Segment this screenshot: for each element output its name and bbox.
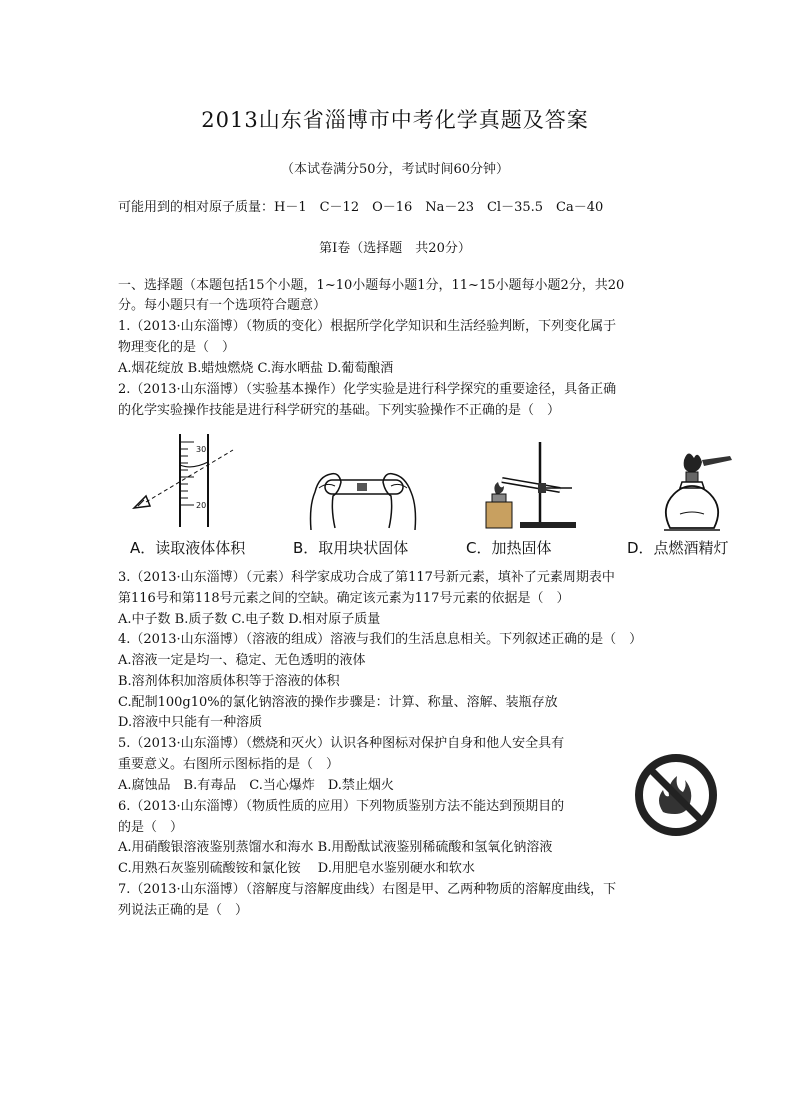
options-1: A.烟花绽放 B.蜡烛燃烧 C.海水晒盐 D.葡萄酿酒: [118, 361, 394, 376]
section-heading: 第Ⅰ卷（选择题 共20分）: [319, 241, 471, 256]
options-3: A.中子数 B.质子数 C.电子数 D.相对原子质量: [118, 612, 381, 627]
hands-test-tube-figure: [305, 466, 420, 534]
text-line: 分。每小题只有一个选项符合题意）: [118, 298, 327, 313]
option-line: C.用熟石灰鉴别硫酸铵和氯化铵 D.用肥皂水鉴别硬水和软水: [118, 861, 475, 876]
exam-info: （本试卷满分50分，考试时间60分钟）: [280, 162, 510, 177]
question-3: 3.（2013·山东淄博）（元素）科学家成功合成了第117号新元素，填补了元素周期表中: [118, 570, 615, 585]
caption-d: D．点燃酒精灯: [627, 539, 729, 557]
options-5: A.腐蚀品 B.有毒品 C.当心爆炸 D.禁止烟火: [118, 778, 394, 793]
tick-label: 30: [196, 445, 207, 454]
option-line: A.用硝酸银溶液鉴别蒸馏水和海水 B.用酚酞试液鉴别稀硫酸和氢氧化钠溶液: [118, 840, 553, 855]
atomic-mass-line: 可能用到的相对原子质量：H－1 C－12 O－16 Na－23 Cl－35.5 Ca－40: [118, 200, 604, 215]
caption-b: B．取用块状固体: [293, 539, 409, 557]
option-line: D.溶液中只能有一种溶质: [118, 715, 263, 730]
question-4: 4.（2013·山东淄博）（溶液的组成）溶液与我们的生活息息相关。下列叙述正确的是（ ）: [118, 632, 643, 647]
option-line: C.配制100g10%的氯化钠溶液的操作步骤是：计算、称量、溶解、装瓶存放: [118, 695, 558, 710]
alcohol-lamp-figure: [660, 448, 735, 534]
text-line: 的化学实验操作技能是进行科学研究的基础。下列实验操作不正确的是（ ）: [118, 403, 561, 418]
text-line: 物理变化的是（ ）: [118, 340, 236, 355]
text-line: 一、选择题（本题包括15个小题，1~10小题每小题1分，11~15小题每小题2分，共20: [118, 278, 625, 293]
question-6: 6.（2013·山东淄博）（物质性质的应用）下列物质鉴别方法不能达到预期目的: [118, 799, 565, 814]
page-title: 2013山东省淄博市中考化学真题及答案: [201, 108, 589, 132]
no-fire-sign-icon: [633, 752, 719, 838]
text-line: 列说法正确的是（ ）: [118, 903, 249, 918]
text-line: 第116号和第118号元素之间的空缺。确定该元素为117号元素的依据是（ ）: [118, 591, 570, 606]
question-7: 7.（2013·山东淄博）（溶解度与溶解度曲线）右图是甲、乙两种物质的溶解度曲线，下: [118, 882, 617, 897]
cylinder-figure: [128, 432, 238, 532]
caption-c: C．加热固体: [466, 539, 552, 557]
question-5: 5.（2013·山东淄博）（燃烧和灭火）认识各种图标对保护自身和他人安全具有: [118, 736, 565, 751]
heating-solid-figure: [482, 438, 582, 532]
question-2: 2.（2013·山东淄博）（实验基本操作）化学实验是进行科学探究的重要途径，具备正确: [118, 382, 617, 397]
tick-label: 20: [196, 501, 207, 510]
text-line: 重要意义。右图所示图标指的是（ ）: [118, 757, 340, 772]
option-line: A.溶液一定是均一、稳定、无色透明的液体: [118, 653, 366, 668]
option-line: B.溶剂体积加溶质体积等于溶液的体积: [118, 674, 340, 689]
caption-a: A．读取液体体积: [130, 539, 246, 557]
question-1: 1.（2013·山东淄博）（物质的变化）根据所学化学知识和生活经验判断，下列变化属于: [118, 319, 617, 334]
text-line: 的是（ ）: [118, 820, 184, 835]
